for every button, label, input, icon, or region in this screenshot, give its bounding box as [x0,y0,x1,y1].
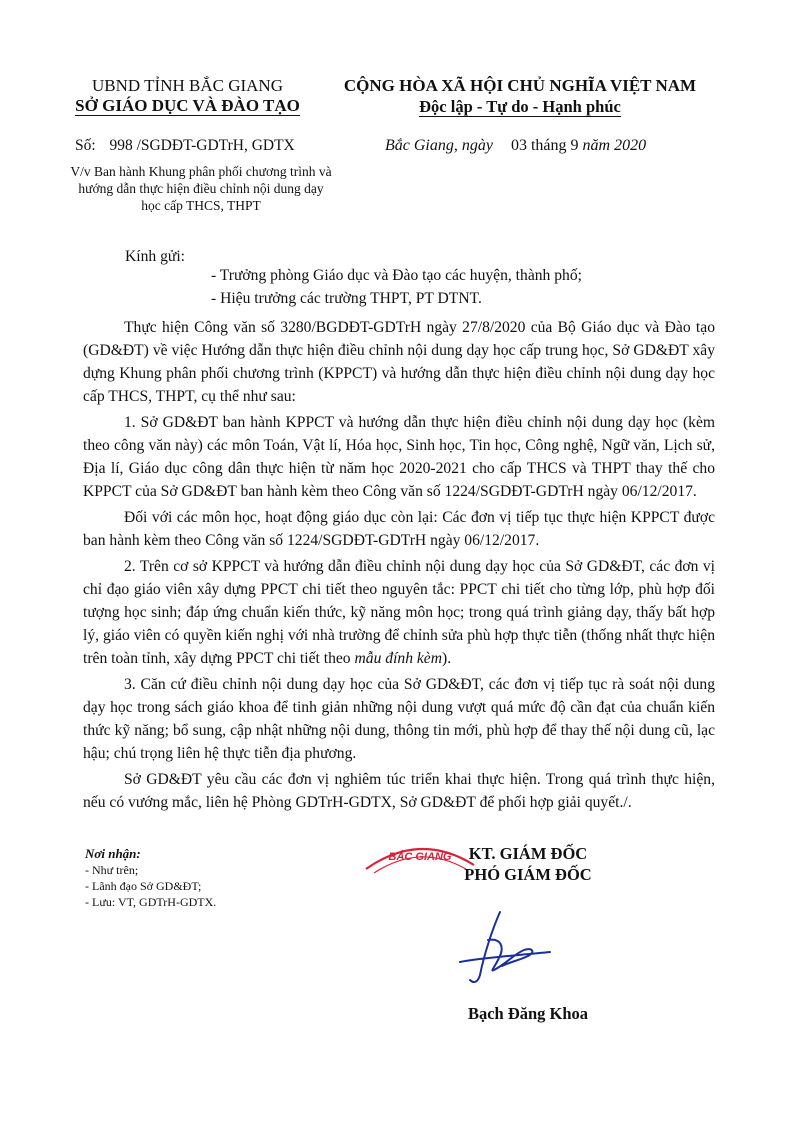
agency-block [55,76,320,116]
recipient-item: - Hiệu trưởng các trường THPT, PT DTNT. [211,290,482,307]
receiver-item: - Lãnh đạo Sở GD&ĐT; [85,879,202,893]
paragraph-end: ). [442,650,452,667]
body-paragraph [83,555,715,670]
department-name: SỞ GIÁO DỤC VÀ ĐÀO TẠO [75,96,300,115]
recipient-list [211,264,582,310]
subject: V/v Ban hành Khung phân phối chương trình và hướng dẫn thực hiện điều chỉnh nội dung dạy học cấp THCS, THPT [70,164,332,213]
receiver-item: - Như trên; [85,863,139,877]
paragraph-text: 2. Trên cơ sở KPPCT và hướng dẫn điều chỉnh nội dung dạy học của Sở GD&ĐT, các đơn vị chỉ đạo giáo viên xây dựng PPCT chi tiết theo nguyên tắc: PPCT chi tiết cho từng lớp, phù hợp đối tượng học sinh; đáp ứng chuẩn kiến thức, kỹ năng môn học; trong quá trình giảng dạy, thấy bất hợp lý, giáo viên có quyền kiến nghị với nhà trường để chỉnh sửa phù hợp thực tiễn (thống nhất thực hiện trên toàn tỉnh, xây dựng PPCT chi tiết theo [83,558,715,667]
recipient-item: - Trưởng phòng Giáo dục và Đào tạo các huyện, thành phố; [211,267,582,284]
stamp-text: BẮC GIANG [388,851,452,863]
document-body [83,316,715,817]
motto: Độc lập - Tự do - Hạnh phúc [419,97,621,116]
attachment-note: mẫu đính kèm [354,650,442,667]
doc-number-suffix: /SGDĐT-GDTrH, GDTX [136,137,295,154]
date-year: năm 2020 [582,137,647,154]
signature-stroke [460,912,550,982]
country-name: CỘNG HÒA XÃ HỘI CHỦ NGHĨA VIỆT NAM [343,76,697,95]
body-paragraph: 3. Căn cứ điều chỉnh nội dung dạy học của Sở GD&ĐT, các đơn vị tiếp tục rà soát nội dung dạy học trong sách giáo khoa để tinh giản những nội dung vượt quá mức độ cần đạt của chuẩn kiến thức kỹ năng; bổ sung, cập nhật những nội dung, thông tin mới, phù hợp để thay thế nội dung cũ, lạc hậu; chú trọng liên hệ thực tiễn địa phương. [83,676,715,762]
greeting: Kính gửi: [125,248,185,265]
date-line [385,137,646,155]
receivers-block [85,846,216,910]
signature-title-1: KT. GIÁM ĐỐC [468,844,588,863]
signer-name: Bạch Đăng Khoa [467,1004,589,1023]
signature-title-2: PHÓ GIÁM ĐỐC [464,865,592,884]
doc-number-label: Số: [75,137,96,154]
receivers-title: Nơi nhận: [85,846,141,861]
date-day: 03 [510,137,527,154]
receiver-item: - Lưu: VT, GDTrH-GDTX. [85,895,217,909]
doc-number-value: 998 [109,137,133,154]
date-place: Bắc Giang, ngày [385,137,493,154]
province-name: UBND TỈNH BẮC GIANG [92,76,283,95]
handwritten-signature [440,900,580,990]
document-number [75,137,295,155]
date-month: tháng 9 [530,137,579,154]
body-paragraph: Sở GD&ĐT yêu cầu các đơn vị nghiêm túc triển khai thực hiện. Trong quá trình thực hiện, nếu có vướng mắc, liên hệ Phòng GDTrH-GDTX, Sở GD&ĐT để phối hợp giải quyết./. [83,771,715,811]
signature-titles [443,843,613,885]
national-motto-block [330,76,710,118]
body-paragraph: Đối với các môn học, hoạt động giáo dục còn lại: Các đơn vị tiếp tục thực hiện KPPCT được ban hành kèm theo Công văn số 1224/SGDĐT-GDTrH ngày 06/12/2017. [83,509,715,549]
body-paragraph: 1. Sở GD&ĐT ban hành KPPCT và hướng dẫn thực hiện điều chỉnh nội dung dạy học (kèm theo công văn này) các môn Toán, Vật lí, Hóa học, Sinh học, Tin học, Công nghệ, Ngữ văn, Lịch sử, Địa lí, Giáo dục công dân thực hiện từ năm học 2020-2021 cho cấp THCS và THPT thay thế cho KPPCT của Sở GD&ĐT ban hành kèm theo Công văn số 1224/SGDĐT-GDTrH ngày 06/12/2017. [83,414,715,500]
body-paragraph: Thực hiện Công văn số 3280/BGDĐT-GDTrH ngày 27/8/2020 của Bộ Giáo dục và Đào tạo (GD&ĐT) về việc Hướng dẫn thực hiện điều chỉnh nội dung dạy học cấp trung học, Sở GD&ĐT xây dựng Khung phân phối chương trình (KPPCT) và hướng dẫn thực hiện điều chỉnh nội dung dạy học cấp THCS, THPT, cụ thể như sau: [83,319,715,405]
